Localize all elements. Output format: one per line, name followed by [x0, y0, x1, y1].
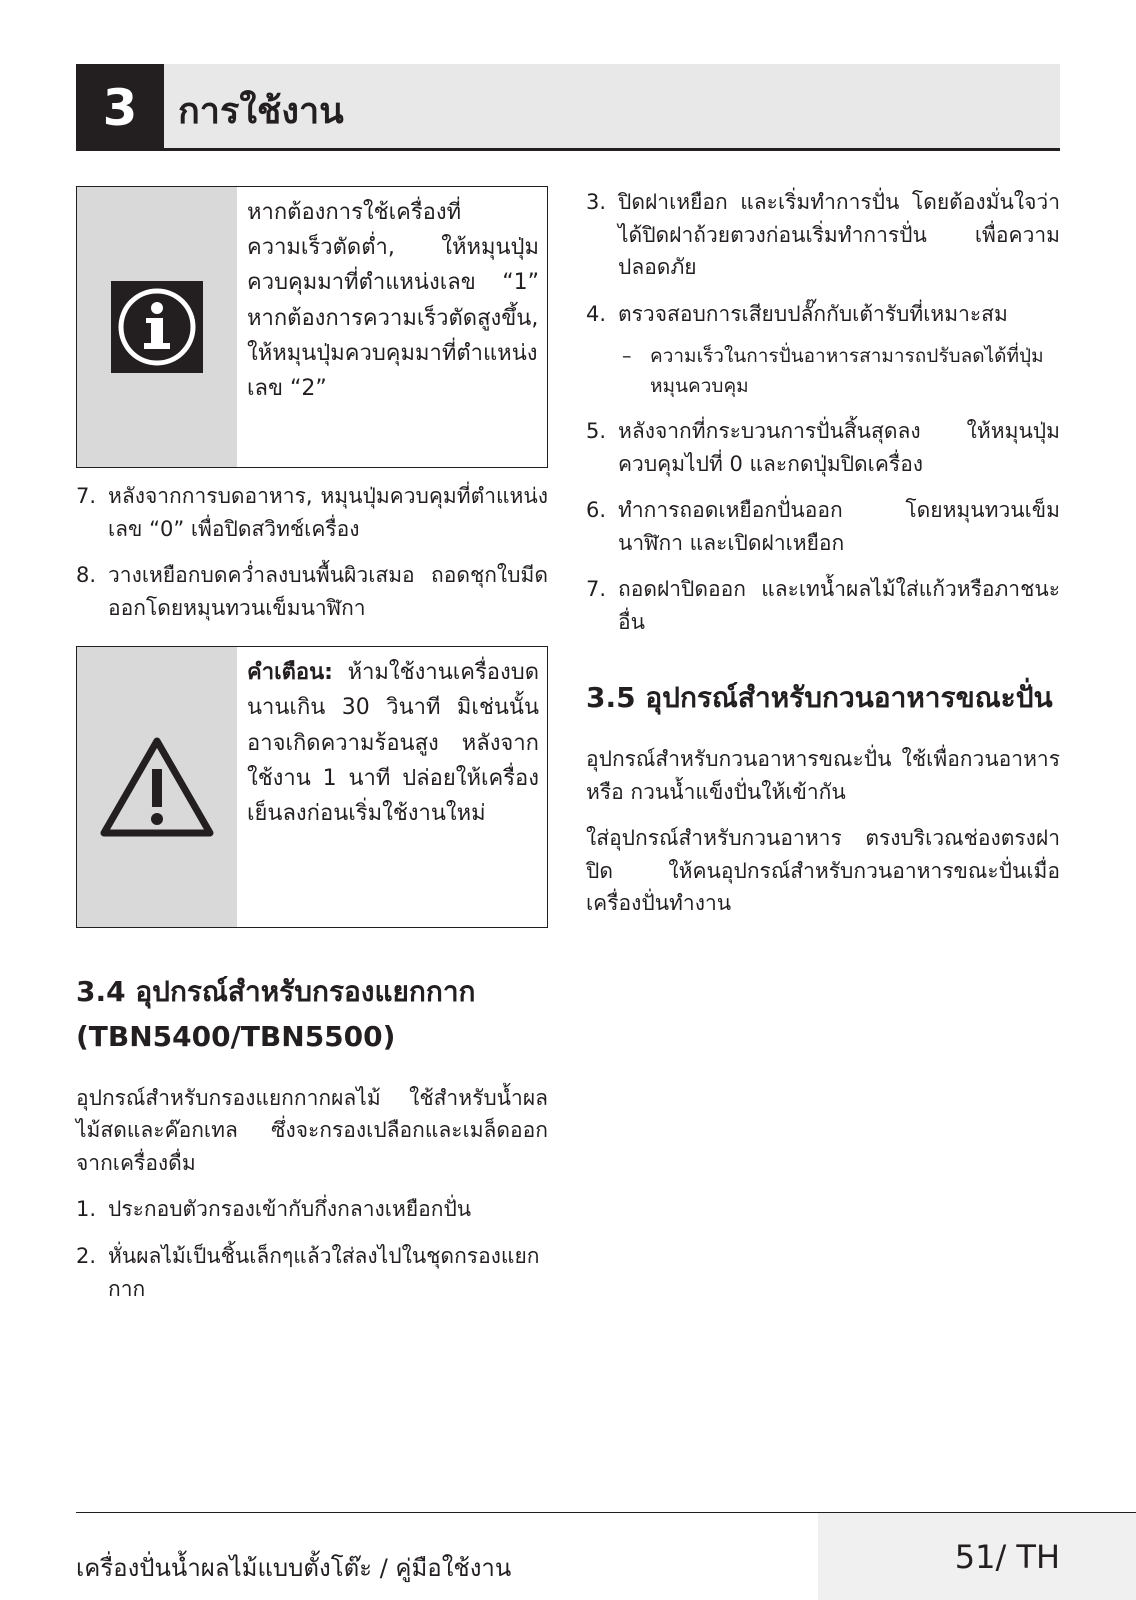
- warning-box: [76, 646, 548, 928]
- info-note-box: [76, 186, 548, 468]
- chapter-number: 3: [76, 64, 164, 151]
- list-item: 3. ปิดฝาเหยือก และเริ่มทำการปั่น โดยต้องมั่นใจว่าได้ปิดฝาถ้วยตวงก่อนเริ่มทำการปั่น เพื่อความปลอดภัย: [586, 190, 1060, 280]
- steps-list-a: [76, 480, 548, 624]
- info-icon: [77, 187, 237, 467]
- right-column: [586, 186, 1060, 934]
- list-item: 2. หั่นผลไม้เป็นชิ้นเล็กๆแล้วใส่ลงไปในชุดกรองแยกกาก: [76, 1243, 540, 1301]
- warning-text: คำเตือน: ห้ามใช้งานเครื่องบดนานเกิน 30 วินาที มิเช่นนั้นอาจเกิดความร้อนสูง หลังจากใช้งาน 1 นาที ปล่อยให้เครื่องเย็นลงก่อนเริ่มใช้งานใหม่: [247, 660, 539, 826]
- list-item: 5. หลังจากที่กระบวนการปั่นสิ้นสุดลง ให้หมุนปุ่มควบคุมไปที่ 0 และกดปุ่มปิดเครื่อง: [586, 419, 1060, 476]
- left-column: [76, 186, 548, 1319]
- warning-icon: [77, 647, 237, 927]
- info-note-text: หากต้องการใช้เครื่องที่ความเร็วตัดต่ำ, ให้หมุนปุ่มควบคุมมาที่ตำแหน่งเลข “1” หากต้องการความเร็วตัดสูงขึ้น, ให้หมุนปุ่มควบคุมมาที่ตำแหน่งเลข “2”: [247, 200, 539, 401]
- section-para-2: ใส่อุปกรณ์สำหรับกวนอาหาร ตรงบริเวณช่องตรงฝาปิด ให้คนอุปกรณ์สำหรับกวนอาหารขณะปั่นเมื่อเครื่องปั่นทำงาน: [586, 826, 1060, 916]
- list-item: 7. หลังจากการบดอาหาร, หมุนปุ่มควบคุมที่ตำแหน่งเลข “0” เพื่อปิดสวิทช์เครื่อง: [76, 484, 548, 541]
- steps-list-c: [586, 186, 1060, 330]
- list-item: 7. ถอดฝาปิดออก และเทน้ำผลไม้ใส่แก้วหรือภาชนะอื่น: [586, 577, 1060, 634]
- list-item: 1. ประกอบตัวกรองเข้ากับกึ่งกลางเหยือกปั่น: [76, 1197, 472, 1222]
- steps-list-b: [76, 1193, 548, 1305]
- list-item: 4. ตรวจสอบการเสียบปลั๊กกับเต้ารับที่เหมาะสม: [586, 301, 1008, 326]
- section-intro: อุปกรณ์สำหรับกรองแยกกากผลไม้ ใช้สำหรับน้ำผลไม้สดและค๊อกเทล ซึ่งจะกรองเปลือกและเมล็ดออกจากเครื่องดื่ม: [76, 1085, 548, 1175]
- warning-label: คำเตือน:: [247, 660, 333, 686]
- sub-note: – ความเร็วในการปั่นอาหารสามารถปรับลดได้ที่ปุ่มหมุนควบคุม: [622, 345, 1044, 397]
- steps-list-d: [586, 415, 1060, 638]
- list-item: 6. ทำการถอดเหยือกปั่นออก โดยหมุนทวนเข็มนาฬิกา และเปิดฝาเหยือก: [586, 498, 1060, 555]
- footer-manual-title: เครื่องปั่นน้ำผลไม้แบบตั้งโต๊ะ / คู่มือใช้งาน: [76, 1554, 512, 1582]
- page-number: 51/ TH: [818, 1513, 1136, 1600]
- list-item: 8. วางเหยือกบดคว่ำลงบนพื้นผิวเสมอ ถอดชุกใบมีดออกโดยหมุนทวนเข็มนาฬิกา: [76, 563, 548, 620]
- section-para-1: อุปกรณ์สำหรับกวนอาหารขณะปั่น ใช้เพื่อกวนอาหาร หรือ กวนน้ำแข็งปั่นให้เข้ากัน: [586, 747, 1060, 804]
- chapter-title: การใช้งาน: [178, 91, 344, 132]
- section-title-3-4: 3.4 อุปกรณ์สำหรับกรองแยกกาก (TBN5400/TBN5500): [76, 975, 476, 1053]
- section-title-3-5: 3.5 อุปกรณ์สำหรับกวนอาหารขณะปั่น: [586, 681, 1053, 715]
